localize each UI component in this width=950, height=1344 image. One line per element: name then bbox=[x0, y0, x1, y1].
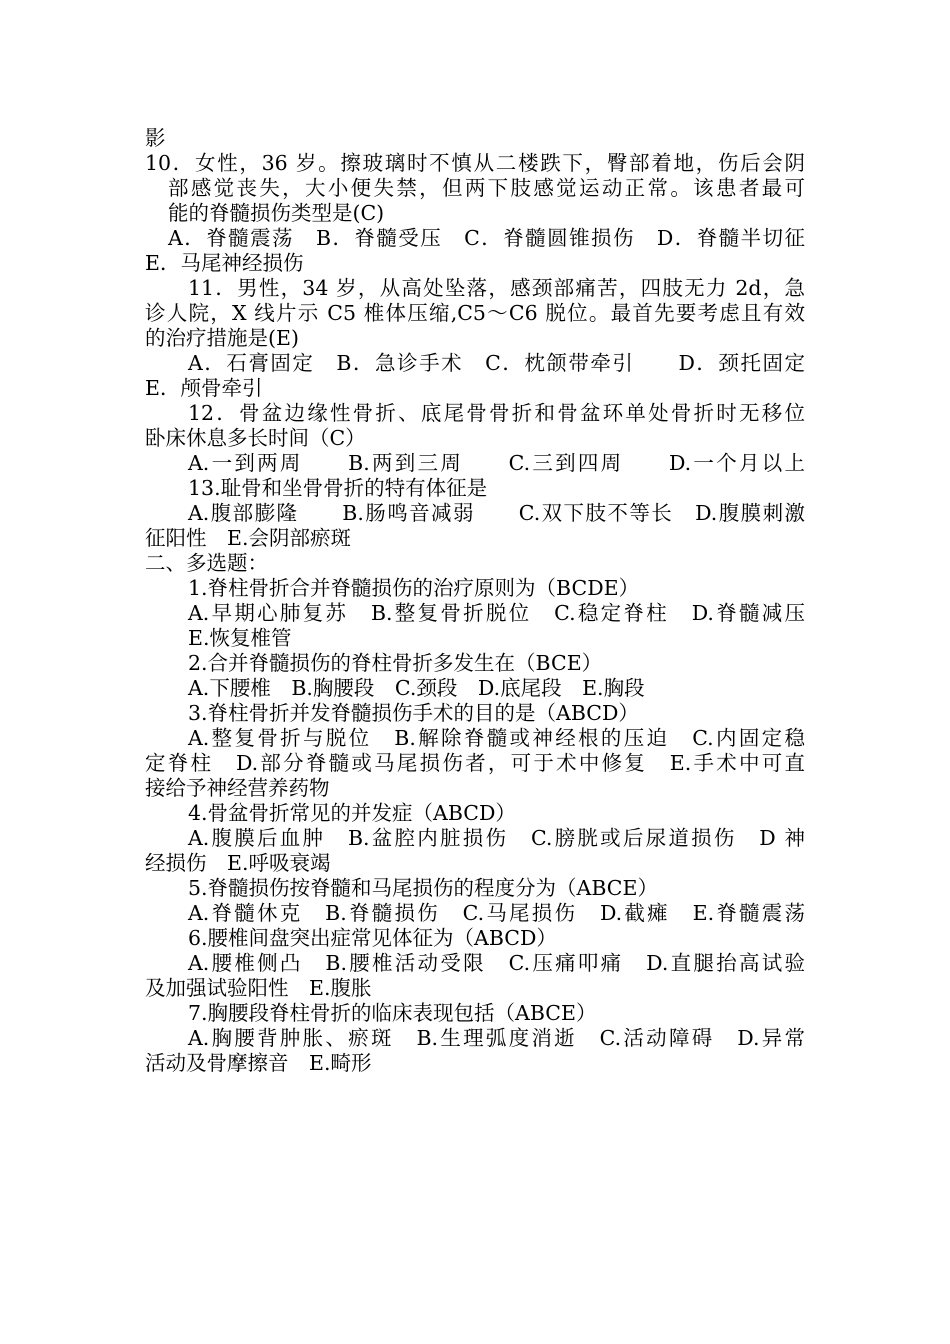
multi-question-3-options: A.整复骨折与脱位 B.解除脊髓或神经根的压迫 C.内固定稳 bbox=[188, 726, 805, 750]
multi-question-2-options: A.下腰椎 B.胸腰段 C.颈段 D.底尾段 E.胸段 bbox=[188, 676, 645, 700]
multi-question-4-line: 4.骨盆骨折常见的并发症（ABCD） bbox=[188, 801, 516, 825]
multi-question-4-options: 经损伤 E.呼吸衰竭 bbox=[145, 851, 331, 875]
multi-question-6-options: A.腰椎侧凸 B.腰椎活动受限 C.压痛叩痛 D.直腿抬高试验 bbox=[188, 951, 805, 975]
multi-question-2-line: 2.合并脊髓损伤的脊柱骨折多发生在（BCE） bbox=[188, 651, 603, 675]
multi-question-1-options: E.恢复椎管 bbox=[188, 626, 292, 650]
question-11-line: 11．男性，34 岁，从高处坠落，感颈部痛苦，四肢无力 2d，急 bbox=[188, 276, 805, 300]
question-11-line: 诊人院，X 线片示 C5 椎体压缩,C5～C6 脱位。最首先要考虑且有效 bbox=[145, 301, 805, 325]
multi-question-1-options: A.早期心肺复苏 B.整复骨折脱位 C.稳定脊柱 D.脊髓减压 bbox=[188, 601, 805, 625]
multi-question-7-line: 7.胸腰段脊柱骨折的临床表现包括（ABCE） bbox=[188, 1001, 597, 1025]
question-10-options: A．脊髓震荡 B．脊髓受压 C．脊髓圆锥损伤 D．脊髓半切征 bbox=[168, 226, 805, 250]
multi-question-6-line: 6.腰椎间盘突出症常见体征为（ABCD） bbox=[188, 926, 557, 950]
multi-question-5-options: A.脊髓休克 B.脊髓损伤 C.马尾损伤 D.截瘫 E.脊髓震荡 bbox=[188, 901, 805, 925]
question-12-options: A.一到两周 B.两到三周 C.三到四周 D.一个月以上 bbox=[188, 451, 805, 475]
question-10-line: 部感觉丧失，大小便失禁，但两下肢感觉运动正常。该患者最可 bbox=[168, 176, 805, 200]
multi-question-3-options: 接给予神经营养药物 bbox=[145, 776, 330, 800]
multi-question-3-options: 定脊柱 D.部分脊髓或马尾损伤者，可于术中修复 E.手术中可直 bbox=[145, 751, 805, 775]
question-11-line: 的治疗措施是(E) bbox=[145, 326, 299, 350]
section-heading: 二、多选题： bbox=[145, 551, 268, 575]
question-12-line: 12．骨盆边缘性骨折、底尾骨骨折和骨盆环单处骨折时无移位 bbox=[188, 401, 805, 425]
question-10-line: 能的脊髓损伤类型是(C) bbox=[168, 201, 385, 225]
question-12-line: 卧床休息多长时间（C） bbox=[145, 426, 366, 450]
multi-question-5-line: 5.脊髓损伤按脊髓和马尾损伤的程度分为（ABCE） bbox=[188, 876, 658, 900]
question-13-options: 征阳性 E.会阴部瘀斑 bbox=[145, 526, 351, 550]
text-line: 影 bbox=[145, 126, 166, 150]
question-13-line: 13.耻骨和坐骨骨折的特有体征是 bbox=[188, 476, 488, 500]
multi-question-4-options: A.腹膜后血肿 B.盆腔内脏损伤 C.膀胱或后尿道损伤 D 神 bbox=[188, 826, 805, 850]
question-10-options: E．马尾神经损伤 bbox=[145, 251, 304, 275]
multi-question-1-line: 1.脊柱骨折合并脊髓损伤的治疗原则为（BCDE） bbox=[188, 576, 640, 600]
question-10-line: 10．女性，36 岁。擦玻璃时不慎从二楼跌下，臀部着地，伤后会阴 bbox=[145, 151, 805, 175]
multi-question-6-options: 及加强试验阳性 E.腹胀 bbox=[145, 976, 372, 1000]
question-11-options: E．颅骨牵引 bbox=[145, 376, 263, 400]
multi-question-3-line: 3.脊柱骨折并发脊髓损伤手术的目的是（ABCD） bbox=[188, 701, 639, 725]
multi-question-7-options: A.胸腰背肿胀、瘀斑 B.生理弧度消逝 C.活动障碍 D.异常 bbox=[188, 1026, 805, 1050]
question-13-options: A.腹部膨隆 B.肠鸣音减弱 C.双下肢不等长 D.腹膜刺激 bbox=[188, 501, 805, 525]
question-11-options: A．石膏固定 B．急诊手术 C．枕颌带牵引 D．颈托固定 bbox=[188, 351, 805, 375]
multi-question-7-options: 活动及骨摩擦音 E.畸形 bbox=[145, 1051, 372, 1075]
